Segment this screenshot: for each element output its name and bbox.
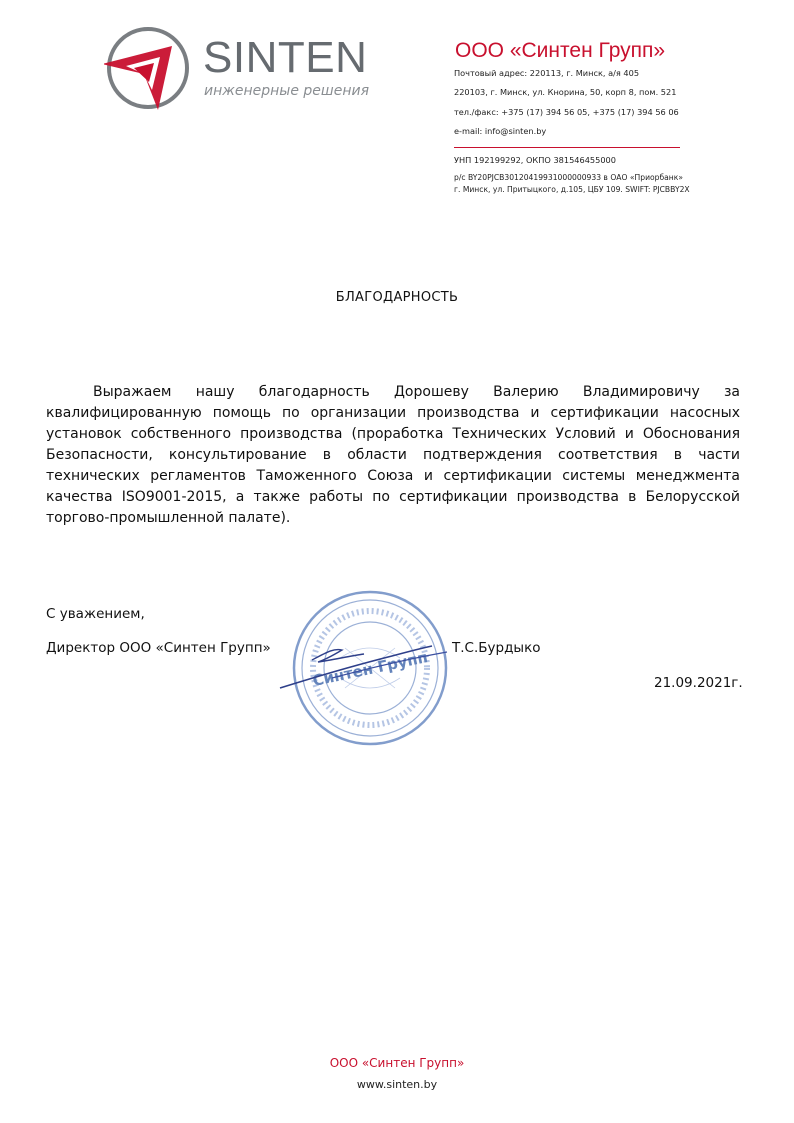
signer-name: Т.С.Бурдыко: [452, 640, 541, 656]
unp-okpo: УНП 192199292, ОКПО 381546455000: [454, 155, 616, 165]
postal-address: Почтовый адрес: 220113, г. Минск, а/я 405: [454, 68, 640, 78]
sinten-logo: [104, 24, 194, 112]
letter-date: 21.09.2021г.: [654, 675, 743, 691]
phone-fax: тел./факс: +375 (17) 394 56 05, +375 (17) 394 56 06: [454, 107, 679, 117]
closing-phrase: С уважением,: [46, 606, 145, 622]
header-divider: [454, 147, 680, 148]
stamp-center-text: Синтен Групп: [311, 647, 430, 690]
bank-details-line1: р/с BY20PJCB30120419931000000933 в ОАО «Приорбанк»: [454, 173, 683, 182]
document-title: БЛАГОДАРНОСТЬ: [335, 290, 459, 305]
street-address: 220103, г. Минск, ул. Кнорина, 50, корп 8, пом. 521: [454, 87, 677, 97]
footer-company: ООО «Синтен Групп»: [329, 1056, 465, 1070]
brand-name: SINTEN: [203, 33, 368, 82]
footer-website[interactable]: www.sinten.by: [356, 1078, 438, 1091]
email-line: e-mail: info@sinten.by: [454, 126, 547, 136]
signature: [272, 630, 462, 700]
brand-tagline: инженерные решения: [204, 83, 369, 99]
director-title: Директор ООО «Синтен Групп»: [46, 640, 271, 656]
bank-details-line2: г. Минск, ул. Притыцкого, д.105, ЦБУ 109. SWIFT: PJCBBY2X: [454, 185, 690, 194]
letter-body: Выражаем нашу благодарность Дорошеву Валерию Владимировичу за квалифицированную помощь по организации производства и сертификации насосных установок собственного производства (проработка Технических Условий и Обоснования Безопасности, консультирование в области подтверждения соответствия в части технических регламентов Таможенного Союза и сертификации системы менеджмента качества ISO9001-2015, а также работы по сертификации производства в Белорусской торгово-промышленной палате).: [46, 384, 740, 526]
company-name: ООО «Синтен Групп»: [455, 39, 666, 62]
